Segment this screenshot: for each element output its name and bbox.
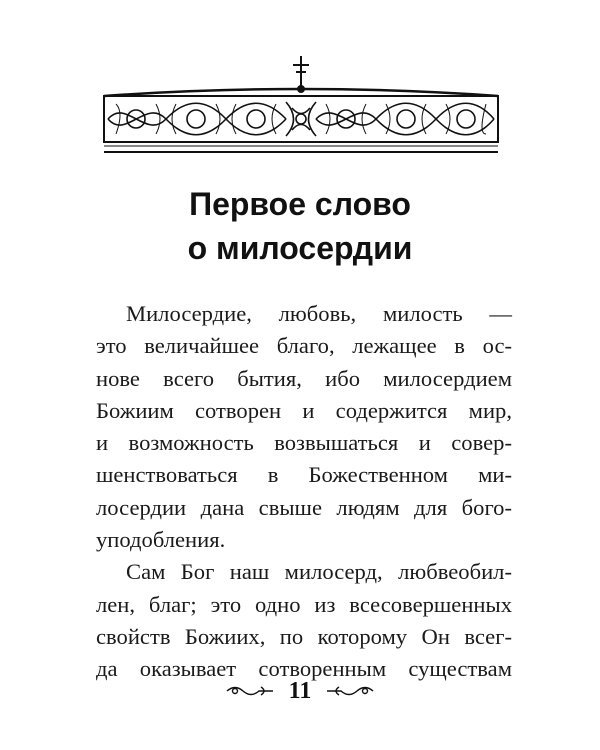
body-line: шенствоваться в Божественном ми- — [96, 462, 512, 488]
chapter-title-line-2: о милосердии — [187, 230, 413, 266]
body-line: Сам Бог наш милосерд, любвеобил- — [126, 559, 512, 585]
body-line: лен, благ; это одно из всесовершенных — [96, 591, 512, 617]
body-line: Милосердие, любовь, милость — — [126, 301, 512, 326]
right-flourish-icon — [325, 682, 375, 700]
chapter-title-line-1: Первое слово — [189, 186, 411, 222]
ornamental-header-icon — [96, 52, 506, 160]
body-line: свойств Божиих, по которому Он всег- — [96, 623, 512, 649]
body-line: уподобления. — [96, 527, 226, 553]
body-line: Божиим сотворен и содержится мир, — [96, 397, 512, 423]
body-line: и возможность возвышаться и совер- — [96, 430, 512, 456]
page-number: 11 — [288, 677, 312, 704]
chapter-body — [96, 298, 512, 686]
body-line: лосердии дана свыше людям для бого- — [96, 494, 512, 520]
page-footer — [0, 676, 600, 706]
orthodox-cross-icon — [293, 56, 309, 92]
body-line: да оказывает сотворенным существам — [96, 656, 512, 682]
body-line: это величайшее благо, лежащее в ос- — [96, 333, 512, 359]
body-line: нове всего бытия, ибо милосердием — [96, 365, 512, 391]
left-flourish-icon — [225, 682, 275, 700]
